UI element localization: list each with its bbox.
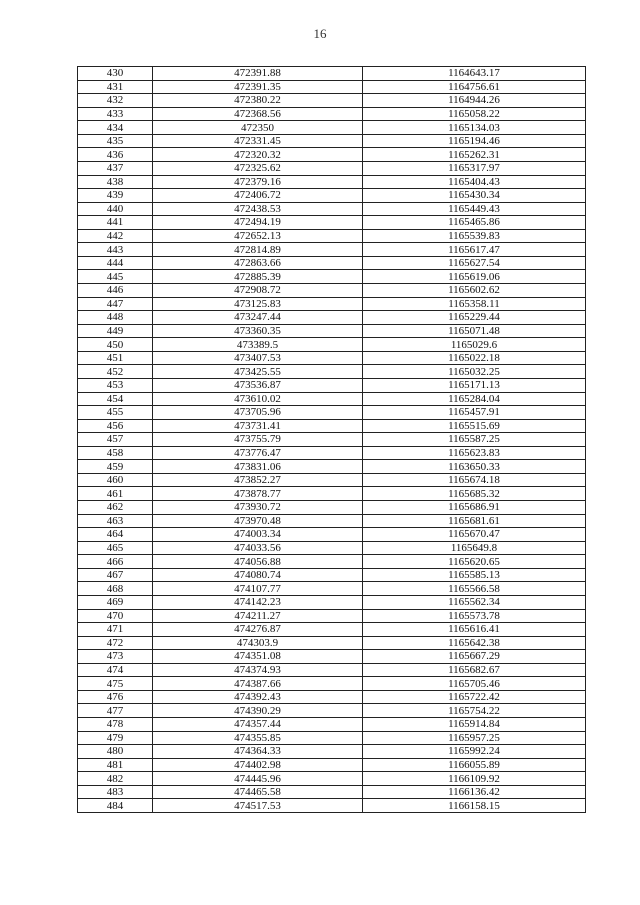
y-coordinate-cell: 1165022.18 <box>363 351 586 365</box>
table-row <box>78 528 586 542</box>
coordinates-table <box>77 66 586 813</box>
table-row <box>78 555 586 569</box>
table-row <box>78 636 586 650</box>
y-coordinate-cell: 1165649.8 <box>363 541 586 555</box>
y-coordinate-cell: 1165457.91 <box>363 406 586 420</box>
x-coordinate-cell: 473407.53 <box>153 351 363 365</box>
y-coordinate-cell: 1165071.48 <box>363 324 586 338</box>
table-row <box>78 473 586 487</box>
point-number-cell: 461 <box>78 487 153 501</box>
x-coordinate-cell: 472438.53 <box>153 202 363 216</box>
table-row <box>78 311 586 325</box>
table-row <box>78 541 586 555</box>
table-body <box>78 67 586 813</box>
y-coordinate-cell: 1166109.92 <box>363 772 586 786</box>
point-number-cell: 471 <box>78 623 153 637</box>
table-row <box>78 338 586 352</box>
x-coordinate-cell: 472331.45 <box>153 134 363 148</box>
point-number-cell: 482 <box>78 772 153 786</box>
y-coordinate-cell: 1165642.38 <box>363 636 586 650</box>
y-coordinate-cell: 1165032.25 <box>363 365 586 379</box>
x-coordinate-cell: 474107.77 <box>153 582 363 596</box>
point-number-cell: 473 <box>78 650 153 664</box>
point-number-cell: 446 <box>78 284 153 298</box>
x-coordinate-cell: 474303.9 <box>153 636 363 650</box>
y-coordinate-cell: 1165623.83 <box>363 446 586 460</box>
point-number-cell: 444 <box>78 256 153 270</box>
point-number-cell: 476 <box>78 690 153 704</box>
x-coordinate-cell: 474003.34 <box>153 528 363 542</box>
y-coordinate-cell: 1165229.44 <box>363 311 586 325</box>
table-row <box>78 582 586 596</box>
y-coordinate-cell: 1165262.31 <box>363 148 586 162</box>
y-coordinate-cell: 1164643.17 <box>363 67 586 81</box>
point-number-cell: 460 <box>78 473 153 487</box>
y-coordinate-cell: 1165058.22 <box>363 107 586 121</box>
y-coordinate-cell: 1165358.11 <box>363 297 586 311</box>
x-coordinate-cell: 474364.33 <box>153 745 363 759</box>
x-coordinate-cell: 472652.13 <box>153 229 363 243</box>
x-coordinate-cell: 473852.27 <box>153 473 363 487</box>
y-coordinate-cell: 1165430.34 <box>363 189 586 203</box>
x-coordinate-cell: 472325.62 <box>153 161 363 175</box>
point-number-cell: 466 <box>78 555 153 569</box>
table-row <box>78 121 586 135</box>
table-row <box>78 161 586 175</box>
point-number-cell: 478 <box>78 718 153 732</box>
table-row <box>78 324 586 338</box>
x-coordinate-cell: 473425.55 <box>153 365 363 379</box>
x-coordinate-cell: 474142.23 <box>153 595 363 609</box>
table-row <box>78 487 586 501</box>
point-number-cell: 433 <box>78 107 153 121</box>
table-row <box>78 745 586 759</box>
point-number-cell: 448 <box>78 311 153 325</box>
x-coordinate-cell: 472368.56 <box>153 107 363 121</box>
y-coordinate-cell: 1164944.26 <box>363 94 586 108</box>
y-coordinate-cell: 1165619.06 <box>363 270 586 284</box>
y-coordinate-cell: 1165617.47 <box>363 243 586 257</box>
point-number-cell: 475 <box>78 677 153 691</box>
point-number-cell: 477 <box>78 704 153 718</box>
x-coordinate-cell: 473731.41 <box>153 419 363 433</box>
table-row <box>78 365 586 379</box>
table-row <box>78 148 586 162</box>
table-row <box>78 731 586 745</box>
x-coordinate-cell: 473970.48 <box>153 514 363 528</box>
point-number-cell: 450 <box>78 338 153 352</box>
point-number-cell: 474 <box>78 663 153 677</box>
point-number-cell: 469 <box>78 595 153 609</box>
table-row <box>78 772 586 786</box>
y-coordinate-cell: 1165573.78 <box>363 609 586 623</box>
point-number-cell: 465 <box>78 541 153 555</box>
table-row <box>78 663 586 677</box>
table-row <box>78 175 586 189</box>
point-number-cell: 451 <box>78 351 153 365</box>
table-row <box>78 460 586 474</box>
point-number-cell: 436 <box>78 148 153 162</box>
y-coordinate-cell: 1166136.42 <box>363 785 586 799</box>
y-coordinate-cell: 1165627.54 <box>363 256 586 270</box>
table-row <box>78 107 586 121</box>
table-row <box>78 243 586 257</box>
point-number-cell: 467 <box>78 568 153 582</box>
y-coordinate-cell: 1164756.61 <box>363 80 586 94</box>
point-number-cell: 459 <box>78 460 153 474</box>
point-number-cell: 445 <box>78 270 153 284</box>
y-coordinate-cell: 1165284.04 <box>363 392 586 406</box>
table-row <box>78 623 586 637</box>
point-number-cell: 447 <box>78 297 153 311</box>
point-number-cell: 452 <box>78 365 153 379</box>
x-coordinate-cell: 474357.44 <box>153 718 363 732</box>
point-number-cell: 479 <box>78 731 153 745</box>
table-row <box>78 799 586 813</box>
table-row <box>78 446 586 460</box>
y-coordinate-cell: 1165957.25 <box>363 731 586 745</box>
table-row <box>78 378 586 392</box>
x-coordinate-cell: 474465.58 <box>153 785 363 799</box>
table-row <box>78 80 586 94</box>
x-coordinate-cell: 473930.72 <box>153 501 363 515</box>
x-coordinate-cell: 472908.72 <box>153 284 363 298</box>
table-row <box>78 297 586 311</box>
x-coordinate-cell: 473610.02 <box>153 392 363 406</box>
x-coordinate-cell: 472494.19 <box>153 216 363 230</box>
table-row <box>78 785 586 799</box>
x-coordinate-cell: 472406.72 <box>153 189 363 203</box>
table-row <box>78 67 586 81</box>
table-row <box>78 284 586 298</box>
x-coordinate-cell: 474374.93 <box>153 663 363 677</box>
x-coordinate-cell: 474445.96 <box>153 772 363 786</box>
x-coordinate-cell: 472391.88 <box>153 67 363 81</box>
y-coordinate-cell: 1165620.65 <box>363 555 586 569</box>
x-coordinate-cell: 472380.22 <box>153 94 363 108</box>
x-coordinate-cell: 472391.35 <box>153 80 363 94</box>
table-row <box>78 433 586 447</box>
x-coordinate-cell: 474211.27 <box>153 609 363 623</box>
point-number-cell: 449 <box>78 324 153 338</box>
y-coordinate-cell: 1165465.86 <box>363 216 586 230</box>
table-row <box>78 650 586 664</box>
table-row <box>78 758 586 772</box>
y-coordinate-cell: 1165587.25 <box>363 433 586 447</box>
y-coordinate-cell: 1165914.84 <box>363 718 586 732</box>
point-number-cell: 438 <box>78 175 153 189</box>
y-coordinate-cell: 1165682.67 <box>363 663 586 677</box>
point-number-cell: 470 <box>78 609 153 623</box>
y-coordinate-cell: 1165317.97 <box>363 161 586 175</box>
x-coordinate-cell: 473705.96 <box>153 406 363 420</box>
table-row <box>78 134 586 148</box>
point-number-cell: 484 <box>78 799 153 813</box>
y-coordinate-cell: 1165616.41 <box>363 623 586 637</box>
point-number-cell: 434 <box>78 121 153 135</box>
point-number-cell: 440 <box>78 202 153 216</box>
x-coordinate-cell: 473360.35 <box>153 324 363 338</box>
y-coordinate-cell: 1165754.22 <box>363 704 586 718</box>
x-coordinate-cell: 473878.77 <box>153 487 363 501</box>
x-coordinate-cell: 474355.85 <box>153 731 363 745</box>
x-coordinate-cell: 473755.79 <box>153 433 363 447</box>
table-row <box>78 514 586 528</box>
y-coordinate-cell: 1166158.15 <box>363 799 586 813</box>
point-number-cell: 430 <box>78 67 153 81</box>
y-coordinate-cell: 1165449.43 <box>363 202 586 216</box>
table-row <box>78 595 586 609</box>
point-number-cell: 472 <box>78 636 153 650</box>
x-coordinate-cell: 474517.53 <box>153 799 363 813</box>
y-coordinate-cell: 1165171.13 <box>363 378 586 392</box>
y-coordinate-cell: 1163650.33 <box>363 460 586 474</box>
x-coordinate-cell: 474056.88 <box>153 555 363 569</box>
point-number-cell: 480 <box>78 745 153 759</box>
y-coordinate-cell: 1165539.83 <box>363 229 586 243</box>
point-number-cell: 431 <box>78 80 153 94</box>
y-coordinate-cell: 1165194.46 <box>363 134 586 148</box>
x-coordinate-cell: 473389.5 <box>153 338 363 352</box>
table-row <box>78 419 586 433</box>
table-row <box>78 94 586 108</box>
x-coordinate-cell: 474351.08 <box>153 650 363 664</box>
table-row <box>78 216 586 230</box>
table-row <box>78 690 586 704</box>
point-number-cell: 442 <box>78 229 153 243</box>
y-coordinate-cell: 1165134.03 <box>363 121 586 135</box>
point-number-cell: 439 <box>78 189 153 203</box>
x-coordinate-cell: 472885.39 <box>153 270 363 284</box>
y-coordinate-cell: 1165674.18 <box>363 473 586 487</box>
x-coordinate-cell: 474387.66 <box>153 677 363 691</box>
point-number-cell: 454 <box>78 392 153 406</box>
x-coordinate-cell: 474080.74 <box>153 568 363 582</box>
table-row <box>78 270 586 284</box>
table-row <box>78 351 586 365</box>
table-row <box>78 609 586 623</box>
table-row <box>78 406 586 420</box>
y-coordinate-cell: 1165566.58 <box>363 582 586 596</box>
point-number-cell: 481 <box>78 758 153 772</box>
point-number-cell: 435 <box>78 134 153 148</box>
y-coordinate-cell: 1165667.29 <box>363 650 586 664</box>
table-row <box>78 202 586 216</box>
table-row <box>78 677 586 691</box>
x-coordinate-cell: 474402.98 <box>153 758 363 772</box>
y-coordinate-cell: 1165992.24 <box>363 745 586 759</box>
point-number-cell: 468 <box>78 582 153 596</box>
x-coordinate-cell: 473247.44 <box>153 311 363 325</box>
y-coordinate-cell: 1166055.89 <box>363 758 586 772</box>
x-coordinate-cell: 473125.83 <box>153 297 363 311</box>
point-number-cell: 443 <box>78 243 153 257</box>
x-coordinate-cell: 472320.32 <box>153 148 363 162</box>
point-number-cell: 456 <box>78 419 153 433</box>
table-row <box>78 256 586 270</box>
y-coordinate-cell: 1165602.62 <box>363 284 586 298</box>
y-coordinate-cell: 1165515.69 <box>363 419 586 433</box>
y-coordinate-cell: 1165686.91 <box>363 501 586 515</box>
y-coordinate-cell: 1165562.34 <box>363 595 586 609</box>
point-number-cell: 437 <box>78 161 153 175</box>
x-coordinate-cell: 473776.47 <box>153 446 363 460</box>
point-number-cell: 462 <box>78 501 153 515</box>
x-coordinate-cell: 473536.87 <box>153 378 363 392</box>
y-coordinate-cell: 1165681.61 <box>363 514 586 528</box>
table-row <box>78 189 586 203</box>
y-coordinate-cell: 1165585.13 <box>363 568 586 582</box>
point-number-cell: 432 <box>78 94 153 108</box>
table-row <box>78 704 586 718</box>
x-coordinate-cell: 473831.06 <box>153 460 363 474</box>
y-coordinate-cell: 1165670.47 <box>363 528 586 542</box>
x-coordinate-cell: 472863.66 <box>153 256 363 270</box>
y-coordinate-cell: 1165029.6 <box>363 338 586 352</box>
point-number-cell: 463 <box>78 514 153 528</box>
table-row <box>78 229 586 243</box>
point-number-cell: 455 <box>78 406 153 420</box>
x-coordinate-cell: 472350 <box>153 121 363 135</box>
table-row <box>78 568 586 582</box>
point-number-cell: 458 <box>78 446 153 460</box>
y-coordinate-cell: 1165685.32 <box>363 487 586 501</box>
point-number-cell: 441 <box>78 216 153 230</box>
point-number-cell: 483 <box>78 785 153 799</box>
x-coordinate-cell: 472379.16 <box>153 175 363 189</box>
y-coordinate-cell: 1165722.42 <box>363 690 586 704</box>
table-row <box>78 501 586 515</box>
x-coordinate-cell: 474390.29 <box>153 704 363 718</box>
x-coordinate-cell: 472814.89 <box>153 243 363 257</box>
table-row <box>78 718 586 732</box>
x-coordinate-cell: 474033.56 <box>153 541 363 555</box>
y-coordinate-cell: 1165705.46 <box>363 677 586 691</box>
table-row <box>78 392 586 406</box>
x-coordinate-cell: 474392.43 <box>153 690 363 704</box>
point-number-cell: 453 <box>78 378 153 392</box>
x-coordinate-cell: 474276.87 <box>153 623 363 637</box>
page-number: 16 <box>313 26 327 41</box>
y-coordinate-cell: 1165404.43 <box>363 175 586 189</box>
point-number-cell: 457 <box>78 433 153 447</box>
point-number-cell: 464 <box>78 528 153 542</box>
